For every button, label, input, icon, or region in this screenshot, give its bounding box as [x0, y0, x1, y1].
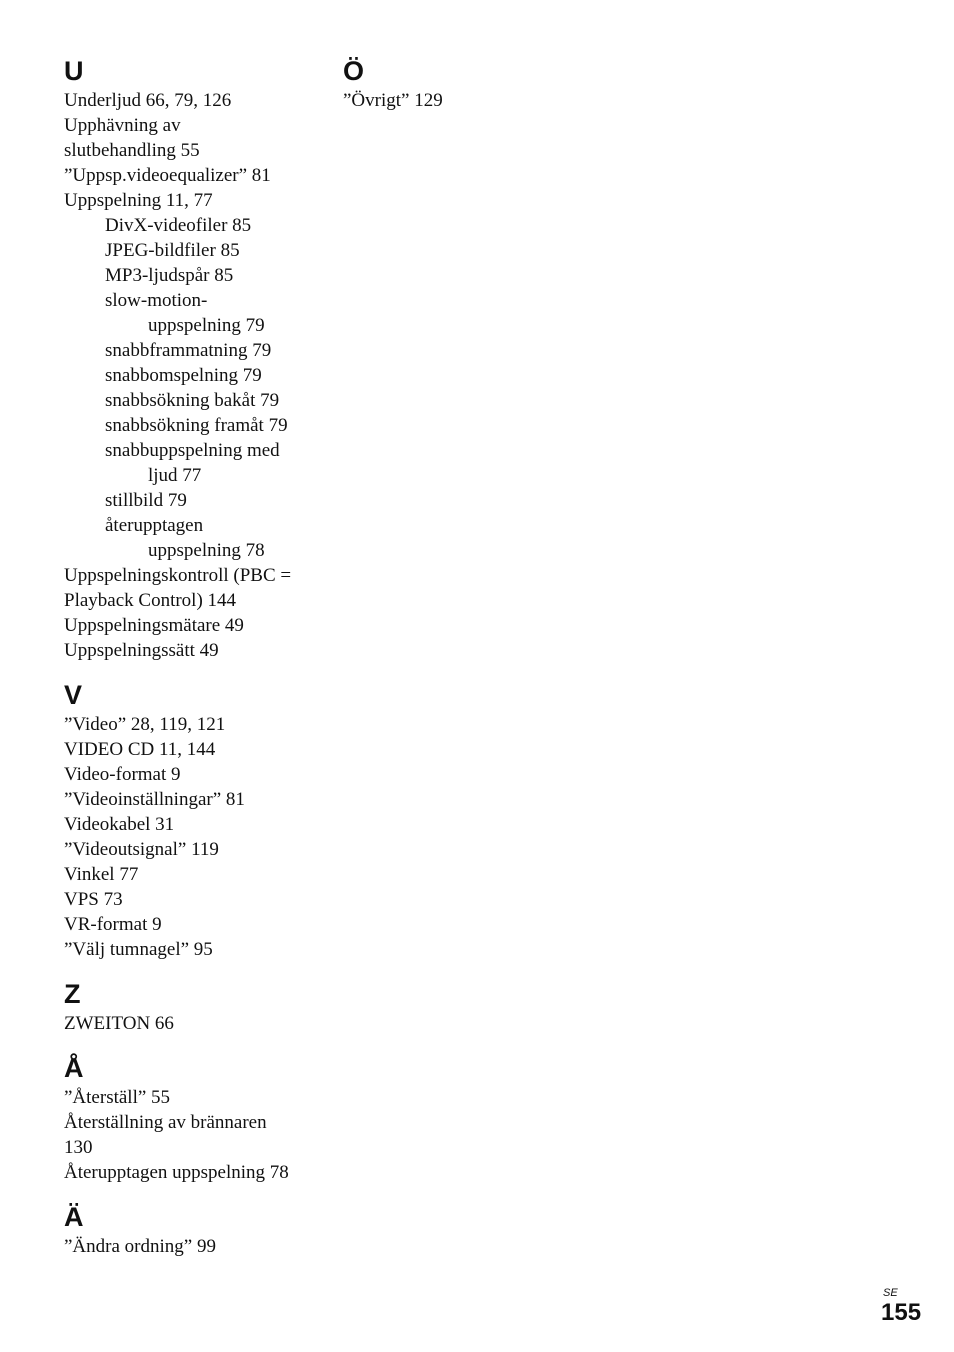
index-section — [64, 1200, 334, 1259]
section-letter: V — [64, 680, 83, 710]
index-entry: Playback Control) 144 — [64, 590, 237, 611]
page-number: 155 — [881, 1299, 922, 1326]
index-entry: Uppspelningssätt 49 — [64, 640, 219, 661]
index-subentry: snabbomspelning 79 — [105, 365, 262, 386]
index-subentry: återupptagen — [105, 515, 204, 536]
index-entry: Video-format 9 — [64, 764, 181, 785]
index-subentry: DivX-videofiler 85 — [105, 215, 252, 236]
language-code: SE — [883, 1287, 898, 1299]
index-subentry: MP3-ljudspår 85 — [105, 265, 234, 286]
index-subentry: snabbsökning bakåt 79 — [105, 390, 280, 411]
index-entry: ”Övrigt” 129 — [343, 90, 443, 111]
index-subentry: uppspelning 79 — [148, 315, 265, 336]
index-entry: Återupptagen uppspelning 78 — [64, 1162, 289, 1183]
section-letter: Ä — [64, 1202, 84, 1232]
index-entry: ”Välj tumnagel” 95 — [64, 939, 213, 960]
index-entry: Uppspelningskontroll (PBC = — [64, 565, 292, 586]
index-section — [343, 54, 613, 113]
index-subentry: uppspelning 78 — [148, 540, 265, 561]
index-entry: ”Videoinställningar” 81 — [64, 789, 245, 810]
section-letter: Z — [64, 979, 81, 1009]
index-entry: Videokabel 31 — [64, 814, 175, 835]
index-entry: ”Video” 28, 119, 121 — [64, 714, 226, 735]
index-entry: VR-format 9 — [64, 914, 162, 935]
index-entry: Underljud 66, 79, 126 — [64, 90, 232, 111]
index-subentry: snabbframmatning 79 — [105, 340, 272, 361]
index-subentry: ljud 77 — [148, 465, 202, 486]
index-section — [64, 1051, 334, 1185]
index-subentry: slow-motion- — [105, 290, 208, 311]
index-entry: ”Uppsp.videoequalizer” 81 — [64, 165, 271, 186]
index-entry: ”Återställ” 55 — [64, 1087, 171, 1108]
index-entry: ZWEITON 66 — [64, 1013, 174, 1034]
section-letter: Å — [64, 1053, 84, 1083]
index-section — [64, 977, 334, 1036]
index-entry: Uppspelning 11, 77 — [64, 190, 213, 211]
index-subentry: JPEG-bildfiler 85 — [105, 240, 240, 261]
index-section — [64, 678, 334, 962]
index-entry: slutbehandling 55 — [64, 140, 200, 161]
index-entry: Uppspelningsmätare 49 — [64, 615, 244, 636]
section-letter: Ö — [343, 56, 365, 86]
index-subentry: snabbuppspelning med — [105, 440, 280, 461]
section-letter: U — [64, 56, 84, 86]
index-entry: Vinkel 77 — [64, 864, 139, 885]
index-entry: ”Videoutsignal” 119 — [64, 839, 219, 860]
index-column-right — [343, 54, 613, 113]
index-entry: VIDEO CD 11, 144 — [64, 739, 216, 760]
index-entry: 130 — [64, 1137, 93, 1158]
index-subentry: snabbsökning framåt 79 — [105, 415, 288, 436]
index-column-left — [64, 54, 334, 1259]
index-entry: VPS 73 — [64, 889, 123, 910]
index-entry: ”Ändra ordning” 99 — [64, 1236, 216, 1257]
index-section — [64, 54, 334, 663]
index-entry: Återställning av brännaren — [64, 1112, 267, 1133]
index-entry: Upphävning av — [64, 115, 181, 136]
index-subentry: stillbild 79 — [105, 490, 187, 511]
